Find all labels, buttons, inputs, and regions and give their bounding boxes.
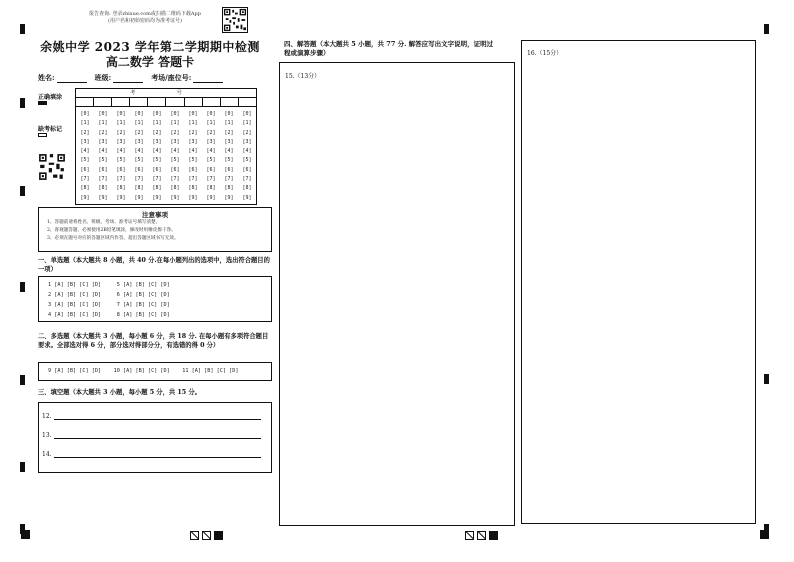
exam-subtitle: 高二数学 答题卡 xyxy=(105,55,195,69)
exam-number-bubble[interactable]: [7] xyxy=(152,176,162,183)
fill-in-blank[interactable] xyxy=(54,432,261,439)
exam-number-column xyxy=(238,110,256,203)
exam-number-bubble[interactable]: [9] xyxy=(242,194,252,201)
exam-number-bubble[interactable]: [4] xyxy=(170,148,180,155)
answer-section-title xyxy=(284,40,514,57)
name-blank[interactable] xyxy=(57,75,87,83)
exam-number-bubble[interactable]: [3] xyxy=(188,138,198,145)
notice-item: 3、必须在题号对应的答题区域内作答，超出答题区域书写无效。 xyxy=(47,235,179,241)
exam-number-cell[interactable] xyxy=(76,98,94,106)
exam-number-bubble[interactable]: [3] xyxy=(206,138,216,145)
exam-number-bubble[interactable]: [7] xyxy=(188,176,198,183)
missing-mark-checkbox[interactable] xyxy=(38,133,47,137)
exam-number-cell[interactable] xyxy=(185,98,203,106)
exam-number-bubble[interactable]: [6] xyxy=(170,166,180,173)
exam-title: 余姚中学 2023 学年第二学期期中检测 xyxy=(40,40,260,54)
exam-number-column xyxy=(202,110,220,203)
exam-number-bubble[interactable]: [5] xyxy=(206,157,216,164)
exam-number-bubble[interactable]: [6] xyxy=(80,166,90,173)
room-seat-label: 考场/座位号: xyxy=(151,73,192,82)
exam-number-column xyxy=(112,110,130,203)
exam-number-grid xyxy=(75,88,257,205)
exam-number-cell[interactable] xyxy=(239,98,256,106)
exam-number-bubble[interactable]: [4] xyxy=(206,148,216,155)
exam-number-bubble[interactable]: [3] xyxy=(170,138,180,145)
exam-number-column xyxy=(148,110,166,203)
exam-number-bubble[interactable]: [6] xyxy=(188,166,198,173)
fill-in-blank[interactable] xyxy=(54,413,261,420)
fill-in-number: 14. xyxy=(42,451,52,458)
exam-number-bubble[interactable]: [6] xyxy=(134,166,144,173)
timing-mark xyxy=(489,531,498,540)
exam-number-bubble[interactable]: [6] xyxy=(242,166,252,173)
room-seat-blank[interactable] xyxy=(193,75,223,83)
exam-number-bubble[interactable]: [1] xyxy=(170,120,180,127)
exam-number-bubble[interactable]: [0] xyxy=(116,111,126,117)
qr-code-icon xyxy=(222,7,248,33)
single-choice-row[interactable]: 3 [A] [B] [C] [D] 7 [A] [B] [C] [D] xyxy=(48,302,170,308)
exam-number-bubble[interactable]: [5] xyxy=(134,157,144,164)
exam-number-bubble[interactable]: [8] xyxy=(98,185,108,192)
single-choice-row[interactable]: 1 [A] [B] [C] [D] 5 [A] [B] [C] [D] xyxy=(48,282,170,288)
multi-choice-row[interactable]: 9 [A] [B] [C] [D] 10 [A] [B] [C] [D] 11 [A] [B] [C] [D] xyxy=(48,368,239,374)
exam-number-bubble[interactable]: [6] xyxy=(206,166,216,173)
exam-number-bubble[interactable]: [5] xyxy=(188,157,198,164)
exam-number-cell[interactable] xyxy=(94,98,112,106)
exam-number-bubble[interactable]: [8] xyxy=(206,185,216,192)
exam-number-bubble[interactable]: [3] xyxy=(224,138,234,145)
answer-section-title-line-2: 程或演算步骤） xyxy=(284,48,330,57)
exam-number-bubble[interactable]: [4] xyxy=(80,148,90,155)
exam-number-bubble[interactable]: [5] xyxy=(98,157,108,164)
exam-number-bubble[interactable]: [3] xyxy=(134,138,144,145)
exam-number-bubble[interactable]: [9] xyxy=(188,194,198,201)
exam-number-bubble[interactable]: [4] xyxy=(98,148,108,155)
exam-number-bubble[interactable]: [7] xyxy=(134,176,144,183)
exam-number-bubble[interactable]: [1] xyxy=(224,120,234,127)
question-15-label: 15.（13分） xyxy=(285,73,321,80)
exam-number-bubble[interactable]: [6] xyxy=(116,166,126,173)
exam-number-bubble[interactable]: [1] xyxy=(242,120,252,127)
exam-number-bubble[interactable]: [1] xyxy=(116,120,126,127)
exam-number-header: 考 号 xyxy=(76,89,256,98)
notice-item: 1、答题前请将姓名、班级、考场、准考证号填写清楚。 xyxy=(47,220,161,225)
question-15-answer-area[interactable] xyxy=(279,62,515,526)
exam-number-cell[interactable] xyxy=(112,98,130,106)
registration-mark xyxy=(760,530,769,539)
exam-number-column xyxy=(166,110,184,203)
exam-number-bubble[interactable]: [9] xyxy=(98,194,108,201)
exam-number-column xyxy=(76,110,94,203)
exam-number-bubble[interactable]: [2] xyxy=(116,129,126,136)
exam-number-bubble[interactable]: [1] xyxy=(188,120,198,127)
exam-number-bubble[interactable]: [0] xyxy=(98,111,108,117)
missing-mark-label: 缺考标记 xyxy=(38,126,63,133)
exam-number-bubble[interactable]: [2] xyxy=(80,129,90,136)
exam-number-bubble[interactable]: [7] xyxy=(206,176,216,183)
exam-number-bubble[interactable]: [4] xyxy=(134,148,144,155)
exam-number-bubble[interactable]: [0] xyxy=(134,111,144,117)
exam-number-bubble[interactable]: [8] xyxy=(224,185,234,192)
exam-number-bubble[interactable]: [7] xyxy=(116,176,126,183)
timing-mark xyxy=(214,531,223,540)
exam-number-bubble[interactable]: [9] xyxy=(152,194,162,201)
exam-number-write-row xyxy=(76,98,256,107)
timing-marks-left xyxy=(190,531,223,540)
exam-number-column xyxy=(130,110,148,203)
exam-number-bubble[interactable]: [5] xyxy=(224,157,234,164)
registration-mark xyxy=(20,186,25,196)
exam-number-column xyxy=(94,110,112,203)
scan-line-2: (用户名和初始密码均为准考证号) xyxy=(108,18,182,24)
timing-mark xyxy=(465,531,474,540)
exam-number-cell[interactable] xyxy=(203,98,221,106)
registration-mark xyxy=(20,98,25,108)
fill-in-number: 12. xyxy=(42,413,52,420)
exam-number-bubble[interactable]: [2] xyxy=(188,129,198,136)
registration-mark xyxy=(764,24,769,34)
exam-number-bubble[interactable]: [8] xyxy=(242,185,252,192)
exam-number-bubble[interactable]: [0] xyxy=(224,111,234,117)
exam-number-bubble[interactable]: [0] xyxy=(188,111,198,117)
fill-in-title: 三、填空题（本大题共 3 小题，每小题 5 分，共 15 分。 xyxy=(38,389,201,396)
exam-number-bubble[interactable]: [0] xyxy=(152,111,162,117)
timing-mark xyxy=(190,531,199,540)
exam-number-column xyxy=(184,110,202,203)
exam-number-bubble[interactable]: [6] xyxy=(152,166,162,173)
exam-number-bubble[interactable]: [9] xyxy=(206,194,216,201)
room-seat-field[interactable] xyxy=(151,73,223,83)
class-field[interactable] xyxy=(95,73,144,83)
exam-number-bubble[interactable]: [7] xyxy=(98,176,108,183)
exam-number-bubble[interactable]: [5] xyxy=(116,157,126,164)
exam-number-bubble[interactable]: [8] xyxy=(170,185,180,192)
exam-number-bubble[interactable]: [7] xyxy=(242,176,252,183)
scan-instructions xyxy=(70,11,220,25)
exam-number-bubble[interactable]: [6] xyxy=(98,166,108,173)
exam-number-bubble[interactable]: [0] xyxy=(170,111,180,117)
notice-title: 注意事项 xyxy=(142,211,168,219)
exam-number-bubble[interactable]: [9] xyxy=(116,194,126,201)
exam-number-bubble[interactable]: [3] xyxy=(152,138,162,145)
exam-number-bubble[interactable]: [7] xyxy=(224,176,234,183)
correct-fill-sample xyxy=(38,101,47,105)
class-blank[interactable] xyxy=(113,75,143,83)
exam-number-cell[interactable] xyxy=(130,98,148,106)
exam-number-bubble[interactable]: [3] xyxy=(80,138,90,145)
class-label: 班级: xyxy=(94,73,112,82)
exam-number-bubble[interactable]: [6] xyxy=(224,166,234,173)
notice-item: 2、客观题答题，必须使用2B铅笔填涂，修改时用橡皮擦干净。 xyxy=(47,227,176,233)
exam-number-bubble[interactable]: [1] xyxy=(98,120,108,127)
notice-box xyxy=(38,207,272,252)
exam-number-bubble[interactable]: [2] xyxy=(206,129,216,136)
question-16-answer-area[interactable] xyxy=(521,40,756,524)
exam-number-bubble[interactable]: [4] xyxy=(224,148,234,155)
exam-number-bubble[interactable]: [0] xyxy=(80,111,90,117)
timing-marks-right xyxy=(465,531,498,540)
exam-number-bubble[interactable]: [8] xyxy=(152,185,162,192)
single-choice-row[interactable]: 4 [A] [B] [C] [D] 8 [A] [B] [C] [D] xyxy=(48,312,170,318)
name-label: 姓名: xyxy=(38,73,55,82)
exam-number-cell[interactable] xyxy=(148,98,166,106)
multi-choice-title: 二、多选题（本大题共 3 小题，每小题 6 分，共 18 分. 在每小题有多项符合题目要求。全部选对得 6 分，部分选对得部分分，有选错的得 0 分） xyxy=(38,333,269,349)
fill-in-item-12[interactable] xyxy=(42,413,261,420)
single-choice-title: 一、单选题（本大题共 8 小题，共 40 分.在每小题列出的选项中，选出符合题目的一项） xyxy=(38,257,270,273)
exam-number-bubble[interactable]: [4] xyxy=(116,148,126,155)
answer-section-title-line-1: 四、解答题（本大题共 5 小题，共 77 分. 解答应写出文字说明，证明过 xyxy=(284,40,494,48)
exam-number-bubble[interactable]: [4] xyxy=(188,148,198,155)
qr-code-icon xyxy=(38,153,66,181)
registration-mark xyxy=(20,282,25,292)
exam-number-bubble[interactable]: [8] xyxy=(116,185,126,192)
registration-mark xyxy=(20,375,25,385)
fill-in-item-14[interactable] xyxy=(42,451,261,458)
exam-number-bubble[interactable]: [4] xyxy=(242,148,252,155)
exam-number-bubble[interactable]: [4] xyxy=(152,148,162,155)
exam-number-bubble[interactable]: [5] xyxy=(152,157,162,164)
exam-number-bubble[interactable]: [3] xyxy=(98,138,108,145)
registration-mark xyxy=(20,462,25,472)
timing-mark xyxy=(202,531,211,540)
exam-number-bubble[interactable]: [9] xyxy=(134,194,144,201)
exam-number-bubble[interactable]: [5] xyxy=(80,157,90,164)
registration-mark xyxy=(21,530,30,539)
exam-number-bubble[interactable]: [9] xyxy=(170,194,180,201)
name-field[interactable] xyxy=(38,73,87,83)
exam-number-cell[interactable] xyxy=(221,98,239,106)
exam-number-bubble[interactable]: [9] xyxy=(224,194,234,201)
scan-line-1: 报告查询: 登录zhixue.com或扫描二维码下载App xyxy=(89,11,201,17)
exam-number-bubble[interactable]: [2] xyxy=(224,129,234,136)
exam-number-bubble[interactable]: [1] xyxy=(152,120,162,127)
student-info-row xyxy=(38,73,278,83)
exam-number-bubble[interactable]: [3] xyxy=(116,138,126,145)
exam-number-cell[interactable] xyxy=(166,98,184,106)
exam-number-bubble[interactable]: [7] xyxy=(170,176,180,183)
fill-in-number: 13. xyxy=(42,432,52,439)
fill-in-item-13[interactable] xyxy=(42,432,261,439)
exam-number-bubble[interactable]: [0] xyxy=(206,111,216,117)
exam-number-bubble[interactable]: [8] xyxy=(134,185,144,192)
exam-number-column xyxy=(220,110,238,203)
registration-mark xyxy=(764,374,769,384)
exam-number-bubble[interactable]: [1] xyxy=(80,120,90,127)
exam-number-bubble[interactable]: [0] xyxy=(242,111,252,117)
registration-mark xyxy=(20,24,25,34)
exam-number-bubble[interactable]: [2] xyxy=(98,129,108,136)
exam-number-bubble[interactable]: [3] xyxy=(242,138,252,145)
correct-fill-label: 正确填涂 xyxy=(38,94,63,101)
exam-number-bubble[interactable]: [2] xyxy=(152,129,162,136)
exam-number-bubble[interactable]: [2] xyxy=(134,129,144,136)
exam-number-bubble[interactable]: [2] xyxy=(242,129,252,136)
exam-number-bubble[interactable]: [8] xyxy=(80,185,90,192)
question-16-label: 16.（15分） xyxy=(527,50,563,57)
exam-number-bubble[interactable]: [5] xyxy=(170,157,180,164)
exam-number-bubble[interactable]: [8] xyxy=(188,185,198,192)
fill-in-blank[interactable] xyxy=(54,451,261,458)
exam-number-bubble[interactable]: [9] xyxy=(80,194,90,201)
exam-number-bubble-columns xyxy=(76,107,256,203)
exam-number-bubble[interactable]: [1] xyxy=(134,120,144,127)
timing-mark xyxy=(477,531,486,540)
exam-number-bubble[interactable]: [2] xyxy=(170,129,180,136)
exam-number-bubble[interactable]: [1] xyxy=(206,120,216,127)
single-choice-row[interactable]: 2 [A] [B] [C] [D] 6 [A] [B] [C] [D] xyxy=(48,292,170,298)
exam-number-bubble[interactable]: [5] xyxy=(242,157,252,164)
exam-number-bubble[interactable]: [7] xyxy=(80,176,90,183)
